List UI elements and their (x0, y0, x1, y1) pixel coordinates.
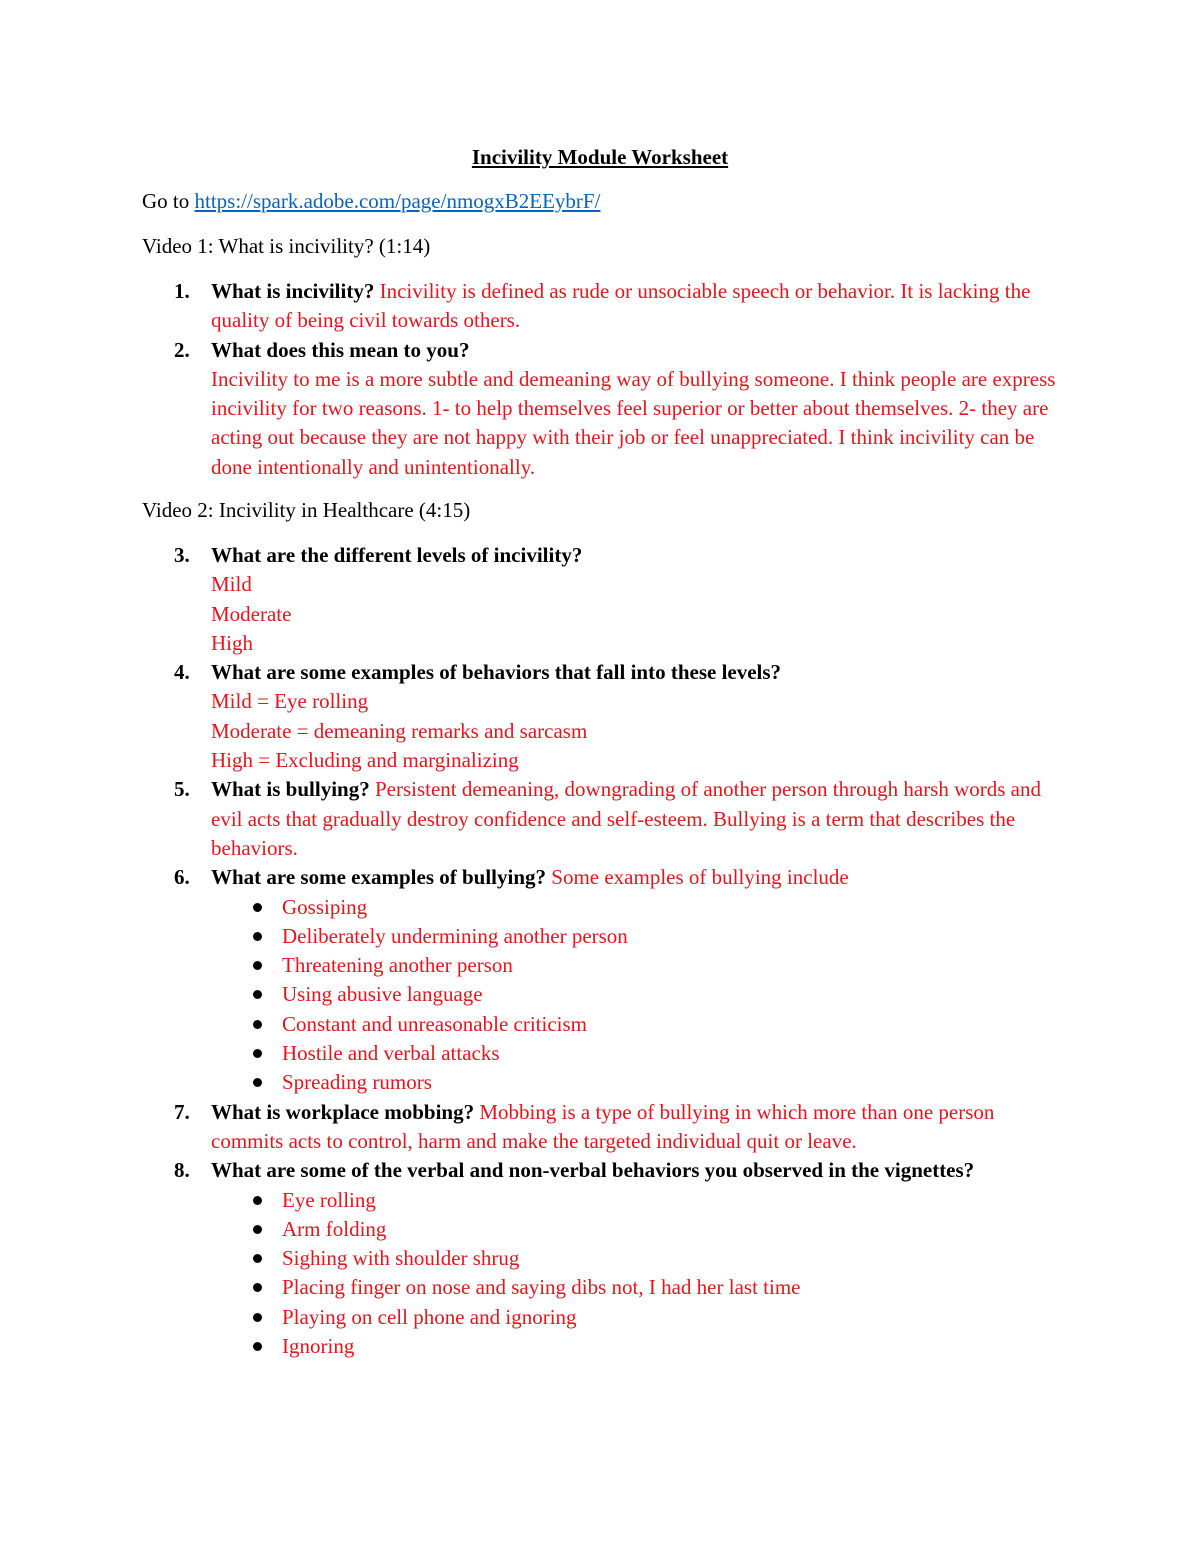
list-item (211, 951, 1062, 980)
question-text: What does this mean to you? (211, 337, 470, 362)
list-item (211, 1039, 1062, 1068)
bullet-icon (253, 1196, 262, 1205)
list-item (211, 893, 1062, 922)
list-item-text: Sighing with shoulder shrug (282, 1246, 520, 1271)
list-item (211, 1068, 1062, 1097)
bullet-icon (253, 1078, 262, 1087)
list-item-text: Ignoring (282, 1334, 355, 1359)
question-number: 4. (174, 660, 190, 685)
video-1-heading: Video 1: What is incivility? (1:14) (142, 234, 431, 258)
list-item (211, 980, 1062, 1009)
question-list-video-1 (142, 277, 1062, 482)
list-item-text: Placing finger on nose and saying dibs not, I had her last time (282, 1275, 801, 1300)
answer-text: Incivility to me is a more subtle and demeaning way of bullying someone. I think people are express incivility for two reasons. 1- to help themselves feel superior or better about themselves. 2- they are acting out because they are not happy with their job or feel unappreciated. I think incivility can be done intentionally and unintentionally. (211, 366, 1056, 479)
list-item (211, 1273, 1062, 1302)
bullet-icon (253, 1254, 262, 1263)
list-item-text: Playing on cell phone and ignoring (282, 1304, 577, 1329)
question-text: What is incivility? (211, 279, 375, 303)
question-number: 5. (174, 777, 190, 802)
answer-line: Mild = Eye rolling (211, 689, 369, 714)
answer-line: High = Excluding and marginalizing (211, 748, 519, 773)
answer-text: Mobbing is a type of bullying in which more than one person commits acts to control, harm and make the targeted individual quit or leave. (211, 1099, 995, 1153)
bullet-icon (253, 990, 262, 999)
question-text: What is bullying? (211, 777, 370, 802)
goto-line (142, 187, 600, 216)
question-number: 2. (174, 337, 190, 362)
bullying-examples-list (211, 893, 1062, 1098)
list-item-text: Spreading rumors (282, 1070, 432, 1095)
list-item-text: Using abusive language (282, 982, 483, 1007)
bullet-icon (253, 1342, 262, 1351)
bullet-icon (253, 1313, 262, 1322)
question-text: What is workplace mobbing? (211, 1099, 475, 1124)
question-7 (142, 1098, 1062, 1157)
video-2-heading: Video 2: Incivility in Healthcare (4:15) (142, 498, 471, 522)
question-2 (142, 336, 1062, 482)
question-list-video-2 (142, 541, 1062, 1361)
list-item-text: Eye rolling (282, 1187, 376, 1212)
answer-text: Incivility is defined as rude or unsociable speech or behavior. It is lacking the quality of being civil towards others. (211, 279, 1031, 333)
goto-prefix: Go to (142, 189, 195, 213)
list-item (211, 1010, 1062, 1039)
question-number: 1. (174, 279, 190, 303)
question-6 (142, 863, 1062, 1097)
answer-line: Moderate (211, 601, 292, 626)
question-1 (142, 277, 1062, 336)
question-number: 6. (174, 865, 190, 890)
list-item-text: Arm folding (282, 1216, 387, 1241)
question-text: What are some examples of behaviors that fall into these levels? (211, 660, 782, 685)
question-4 (142, 658, 1062, 775)
spark-link[interactable]: https://spark.adobe.com/page/nmogxB2EEybrF/ (194, 189, 601, 213)
question-number: 3. (174, 543, 190, 567)
answer-line: Mild (211, 572, 252, 597)
list-item (211, 1244, 1062, 1273)
bullet-icon (253, 1283, 262, 1292)
question-3 (142, 541, 1062, 658)
list-item (211, 922, 1062, 951)
bullet-icon (253, 903, 262, 912)
page-title: Incivility Module Worksheet (471, 145, 729, 169)
list-item (211, 1303, 1062, 1332)
question-5 (142, 775, 1062, 863)
list-item-text: Gossiping (282, 894, 368, 919)
answer-line: Moderate = demeaning remarks and sarcasm (211, 718, 588, 743)
list-item (211, 1332, 1062, 1361)
list-item-text: Hostile and verbal attacks (282, 1041, 500, 1066)
answer-text: Some examples of bullying include (546, 865, 849, 890)
bullet-icon (253, 1225, 262, 1234)
question-8 (142, 1156, 1062, 1361)
bullet-icon (253, 1020, 262, 1029)
bullet-icon (253, 961, 262, 970)
question-number: 8. (174, 1158, 190, 1183)
answer-text: Persistent demeaning, downgrading of another person through harsh words and evil acts that gradually destroy confidence and self-esteem. Bullying is a term that describes the behaviors. (211, 777, 1042, 860)
list-item-text: Deliberately undermining another person (282, 923, 628, 948)
question-number: 7. (174, 1099, 190, 1124)
observed-behaviors-list (211, 1186, 1062, 1362)
bullet-icon (253, 932, 262, 941)
list-item (211, 1215, 1062, 1244)
question-text: What are the different levels of incivility? (211, 543, 583, 567)
list-item (211, 1186, 1062, 1215)
list-item-text: Threatening another person (282, 953, 513, 978)
question-text: What are some examples of bullying? (211, 865, 547, 890)
answer-line: High (211, 630, 253, 655)
bullet-icon (253, 1049, 262, 1058)
list-item-text: Constant and unreasonable criticism (282, 1011, 588, 1036)
question-text: What are some of the verbal and non-verbal behaviors you observed in the vignettes? (211, 1158, 975, 1183)
